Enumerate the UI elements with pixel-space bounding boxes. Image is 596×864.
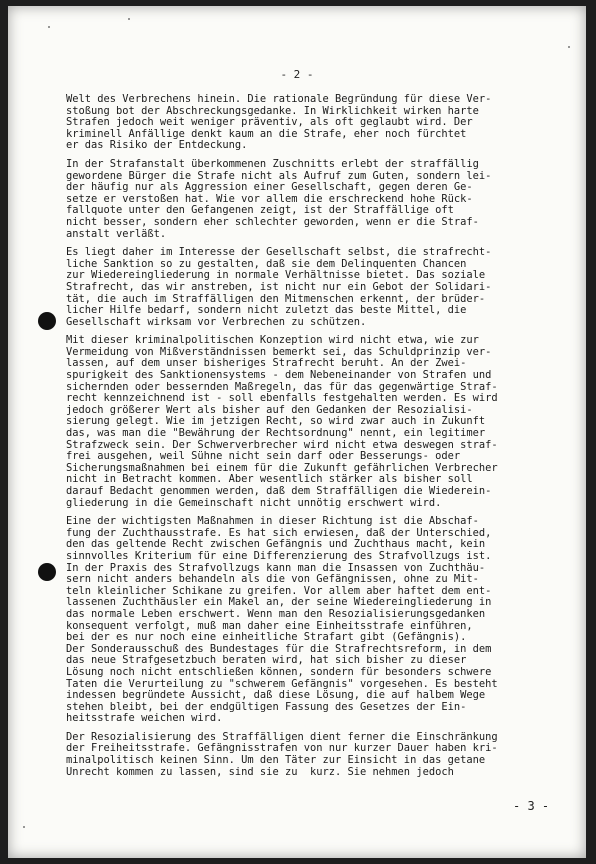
text-line: nicht besser, sondern eher schlechter geworden, wenn er die Straf- <box>66 215 479 228</box>
text-line: darauf Bedacht genommen werden, daß dem Straffälligen die Wiederein- <box>66 485 492 497</box>
text-line: heitsstrafe weichen wird. <box>66 712 223 725</box>
text-line: gewordene Bürger die Strafe nicht als Aufruf zum Guten, sondern lei- <box>66 169 492 182</box>
text-line: anstalt verläßt. <box>66 227 167 240</box>
scan-speck <box>23 826 25 828</box>
document-page <box>8 6 586 858</box>
text-line: das, was man die "Bewährung der Rechtsordnung" nennt, ein legitimer <box>66 427 486 440</box>
text-line: licher Hilfe bedarf, sondern nicht zuletzt das beste Mittel, die <box>66 304 467 317</box>
text-line: minalpolitisch keinen Sinn. Um den Täter zur Einsicht in das getane <box>66 754 486 767</box>
text-line: lassen, auf dem unser bisheriges Strafrecht beruht. An der Zwei- <box>66 357 467 370</box>
text-line: setze er verstoßen hat. Wie vor allem die erschreckend hohe Rück- <box>66 192 473 205</box>
text-line: jedoch größerer Wert als bisher auf den Gedanken der Resozialisi- <box>66 403 473 416</box>
text-line: sinnvolles Kriterium für eine Differenzierung des Strafvollzugs ist. <box>66 549 492 562</box>
next-page-marker: - 3 - <box>513 799 550 813</box>
text-line: Eine der wichtigsten Maßnahmen in dieser Richtung ist die Abschaf- <box>66 515 479 528</box>
paragraph <box>66 732 548 778</box>
text-line: stehen bleibt, bei der endgültigen Fassung des Gesetzes der Ein- <box>66 700 467 713</box>
text-line: der Freiheitsstrafe. Gefängnisstrafen von nur kurzer Dauer haben kri- <box>66 742 498 755</box>
paragraph <box>66 94 548 152</box>
text-line: Es liegt daher im Interesse der Gesellschaft selbst, die strafrecht- <box>66 246 492 259</box>
text-line: stoßung bot der Abschreckungsgedanke. In Wirklichkeit wirken harte <box>66 104 479 117</box>
text-line: liche Sanktion so zu gestalten, daß sie dem Delinquenten Chancen <box>66 257 467 270</box>
text-line: Mit dieser kriminalpolitischen Konzeption wird nicht etwa, wie zur <box>66 334 479 347</box>
text-line: Lösung noch nicht entschließen können, sondern für besonders schwere <box>66 665 492 678</box>
text-line: nicht in Betracht kommen. Aber wesentlich stärker als bisher soll <box>66 473 473 486</box>
text-line: zur Wiedereingliederung in normale Verhältnisse bietet. Das soziale <box>66 269 486 282</box>
scan-speck <box>128 18 130 20</box>
text-line: bei der es nur noch eine einheitliche Strafart gibt (Gefängnis). <box>66 631 467 644</box>
text-line: recht kennzeichnend ist - soll ebenfalls festgehalten werden. Es wird <box>66 392 498 405</box>
text-line: kriminell Anfällige denkt kaum an die Strafe, eher noch fürchtet <box>66 127 467 140</box>
paragraph <box>66 516 548 725</box>
punch-hole-lower <box>38 563 56 581</box>
text-line: Strafzweck sein. Der Schwerverbrecher wird nicht etwa deswegen straf- <box>66 438 498 451</box>
text-line: Welt des Verbrechens hinein. Die rationale Begründung für diese Ver- <box>66 93 492 105</box>
text-line: fung der Zuchthausstrafe. Es hat sich erwiesen, daß der Unterschied, <box>66 526 492 539</box>
text-line: frei ausgehen, weil Sühne nicht sein darf oder Besserungs- oder <box>66 450 461 463</box>
text-line: spurigkeit des Sanktionensystems - dem Nebeneinander von Strafen und <box>66 369 492 382</box>
text-line: sichernden oder bessernden Maßregeln, das für das gegenwärtige Straf- <box>66 380 498 393</box>
text-line: Der Sonderausschuß des Bundestages für die Strafrechtsreform, in dem <box>66 642 492 655</box>
paragraph <box>66 335 548 509</box>
paragraph <box>66 247 548 328</box>
text-line: gliederung in die Gemeinschaft nicht unnötig erschwert wird. <box>66 496 442 509</box>
text-line: der häufig nur als Aggression einer Gesellschaft, gegen deren Ge- <box>66 181 473 194</box>
punch-hole-upper <box>38 312 56 330</box>
text-line: tät, die auch im Straffälligen den Mitmenschen erkennt, der brüder- <box>66 292 486 305</box>
text-line: Unrecht kommen zu lassen, sind sie zu kurz. Sie nehmen jedoch <box>66 765 454 778</box>
scan-speck <box>48 26 50 28</box>
text-line: sern nicht anders behandeln als die von Gefängnissen, ohne zu Mit- <box>66 573 479 586</box>
text-line: fallquote unter den Gefangenen zeigt, ist der Straffällige oft <box>66 204 454 217</box>
text-line: lassenen Zuchthäusler ein Makel an, der seine Wiedereingliederung in <box>66 596 492 609</box>
text-line: In der Praxis des Strafvollzugs kann man die Insassen von Zuchthäu- <box>66 561 486 574</box>
text-line: Vermeidung von Mißverständnissen bemerkt sei, das Schuldprinzip ver- <box>66 345 492 358</box>
text-line: In der Strafanstalt überkommenen Zuschnitts erlebt der straffällig <box>66 157 479 170</box>
text-line: teln kleinlicher Schikane zu greifen. Vor allem aber haftet dem ent- <box>66 584 492 597</box>
text-line: sierung gelegt. Wie im jetzigen Recht, so wird zwar auch in Zukunft <box>66 415 486 428</box>
text-line: Gesellschaft wirksam vor Verbrechen zu schützen. <box>66 315 367 328</box>
text-line: Strafrecht, das wir anstreben, ist nicht nur ein Gebot der Solidari- <box>66 280 492 293</box>
text-line: indessen begründete Aussicht, daß diese Lösung, die auf halbem Wege <box>66 689 486 702</box>
text-line: Der Resozialisierung des Straffälligen dient ferner die Einschränkung <box>66 730 498 743</box>
text-line: das normale Leben erschwert. Wenn man den Resozialisierungsgedanken <box>66 607 486 620</box>
paragraph <box>66 159 548 240</box>
text-line: konsequent verfolgt, muß man daher eine Einheitsstrafe einführen, <box>66 619 473 632</box>
page-number: - 2 - <box>280 68 314 81</box>
text-line: Sicherungsmaßnahmen bei einem für die Zukunft gefährlichen Verbrecher <box>66 461 498 474</box>
document-body <box>66 94 548 785</box>
scan-speck <box>568 46 570 48</box>
text-line: Taten die Verurteilung zu "schwerem Gefängnis" vorgesehen. Es besteht <box>66 677 498 690</box>
text-line: den das geltende Recht zwischen Gefängnis und Zuchthaus macht, kein <box>66 538 486 551</box>
text-line: er das Risiko der Entdeckung. <box>66 139 248 152</box>
text-line: Strafen jedoch weit weniger präventiv, als oft geglaubt wird. Der <box>66 116 473 129</box>
text-line: das neue Strafgesetzbuch beraten wird, hat sich bisher zu dieser <box>66 654 467 667</box>
